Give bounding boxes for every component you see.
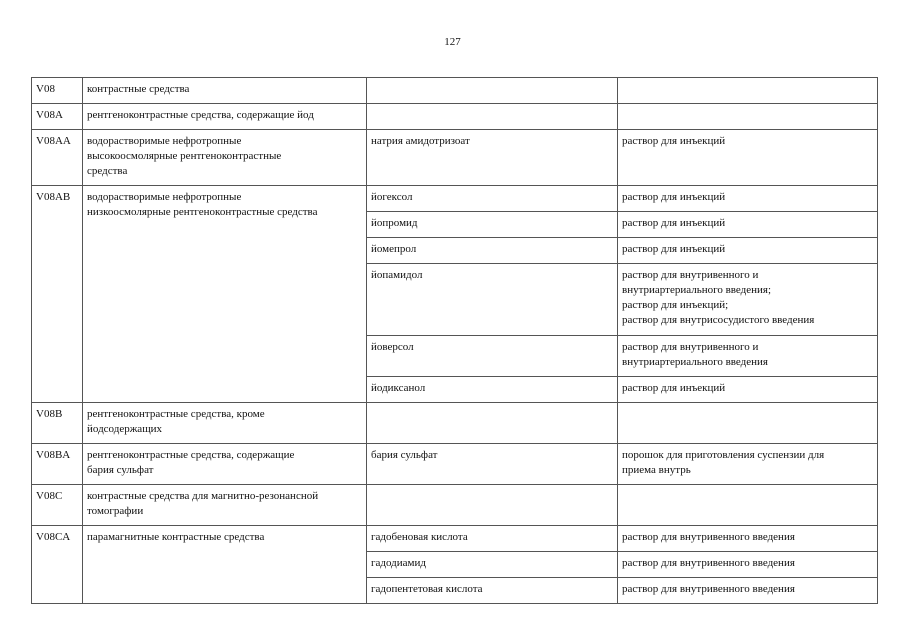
dosage-form-cell xyxy=(618,78,878,104)
dosage-form-cell: раствор для инъекций xyxy=(618,238,878,264)
drug-name-cell: йогексол xyxy=(367,186,618,212)
drug-classification-table xyxy=(31,77,878,604)
dosage-form-cell: раствор для инъекций xyxy=(618,130,878,186)
group-name-cell: парамагнитные контрастные средства xyxy=(83,526,367,604)
drug-name-cell: йомепрол xyxy=(367,238,618,264)
dosage-form-cell xyxy=(618,403,878,444)
page-number: 127 xyxy=(444,36,461,48)
table-row xyxy=(32,78,878,104)
group-name-cell: рентгеноконтрастные средства, кроме йодсодержащих xyxy=(83,403,367,444)
dosage-form-cell xyxy=(618,485,878,526)
table-row xyxy=(32,104,878,130)
drug-name-cell: йопромид xyxy=(367,212,618,238)
group-name-cell: водорастворимые нефротропные низкоосмолярные рентгеноконтрастные средства xyxy=(83,186,367,403)
dosage-form-cell: раствор для внутривенного и внутриартериального введения; раствор для инъекций; раствор для внутрисосудистого введения xyxy=(618,264,878,336)
drug-name-cell: гадопентетовая кислота xyxy=(367,578,618,604)
dosage-form-cell: раствор для инъекций xyxy=(618,212,878,238)
drug-name-cell: бария сульфат xyxy=(367,444,618,485)
dosage-form-cell xyxy=(618,104,878,130)
drug-name-cell: гадодиамид xyxy=(367,552,618,578)
drug-name-cell xyxy=(367,104,618,130)
group-name-cell: рентгеноконтрастные средства, содержащие бария сульфат xyxy=(83,444,367,485)
dosage-form-cell: раствор для внутривенного введения xyxy=(618,578,878,604)
dosage-form-cell: раствор для внутривенного введения xyxy=(618,552,878,578)
atc-code-cell: V08B xyxy=(32,403,83,444)
drug-name-cell xyxy=(367,485,618,526)
atc-code-cell: V08AA xyxy=(32,130,83,186)
drug-name-cell: йоверсол xyxy=(367,336,618,377)
dosage-form-cell: порошок для приготовления суспензии для приема внутрь xyxy=(618,444,878,485)
atc-code-cell: V08A xyxy=(32,104,83,130)
drug-name-cell: гадобеновая кислота xyxy=(367,526,618,552)
atc-code-cell: V08 xyxy=(32,78,83,104)
atc-code-cell: V08AB xyxy=(32,186,83,403)
table-row xyxy=(32,186,878,212)
atc-code-cell: V08CA xyxy=(32,526,83,604)
dosage-form-cell: раствор для внутривенного и внутриартериального введения xyxy=(618,336,878,377)
dosage-form-cell: раствор для инъекций xyxy=(618,186,878,212)
drug-name-cell: йодиксанол xyxy=(367,377,618,403)
group-name-cell: рентгеноконтрастные средства, содержащие йод xyxy=(83,104,367,130)
table-row xyxy=(32,130,878,186)
table-row xyxy=(32,526,878,552)
atc-code-cell: V08C xyxy=(32,485,83,526)
table-row xyxy=(32,403,878,444)
drug-name-cell: йопамидол xyxy=(367,264,618,336)
table-row xyxy=(32,485,878,526)
table-row xyxy=(32,444,878,485)
dosage-form-cell: раствор для внутривенного введения xyxy=(618,526,878,552)
dosage-form-cell: раствор для инъекций xyxy=(618,377,878,403)
atc-code-cell: V08BA xyxy=(32,444,83,485)
group-name-cell: контрастные средства для магнитно-резонансной томографии xyxy=(83,485,367,526)
group-name-cell: контрастные средства xyxy=(83,78,367,104)
group-name-cell: водорастворимые нефротропные высокоосмолярные рентгеноконтрастные средства xyxy=(83,130,367,186)
drug-name-cell xyxy=(367,403,618,444)
drug-name-cell: натрия амидотризоат xyxy=(367,130,618,186)
drug-name-cell xyxy=(367,78,618,104)
